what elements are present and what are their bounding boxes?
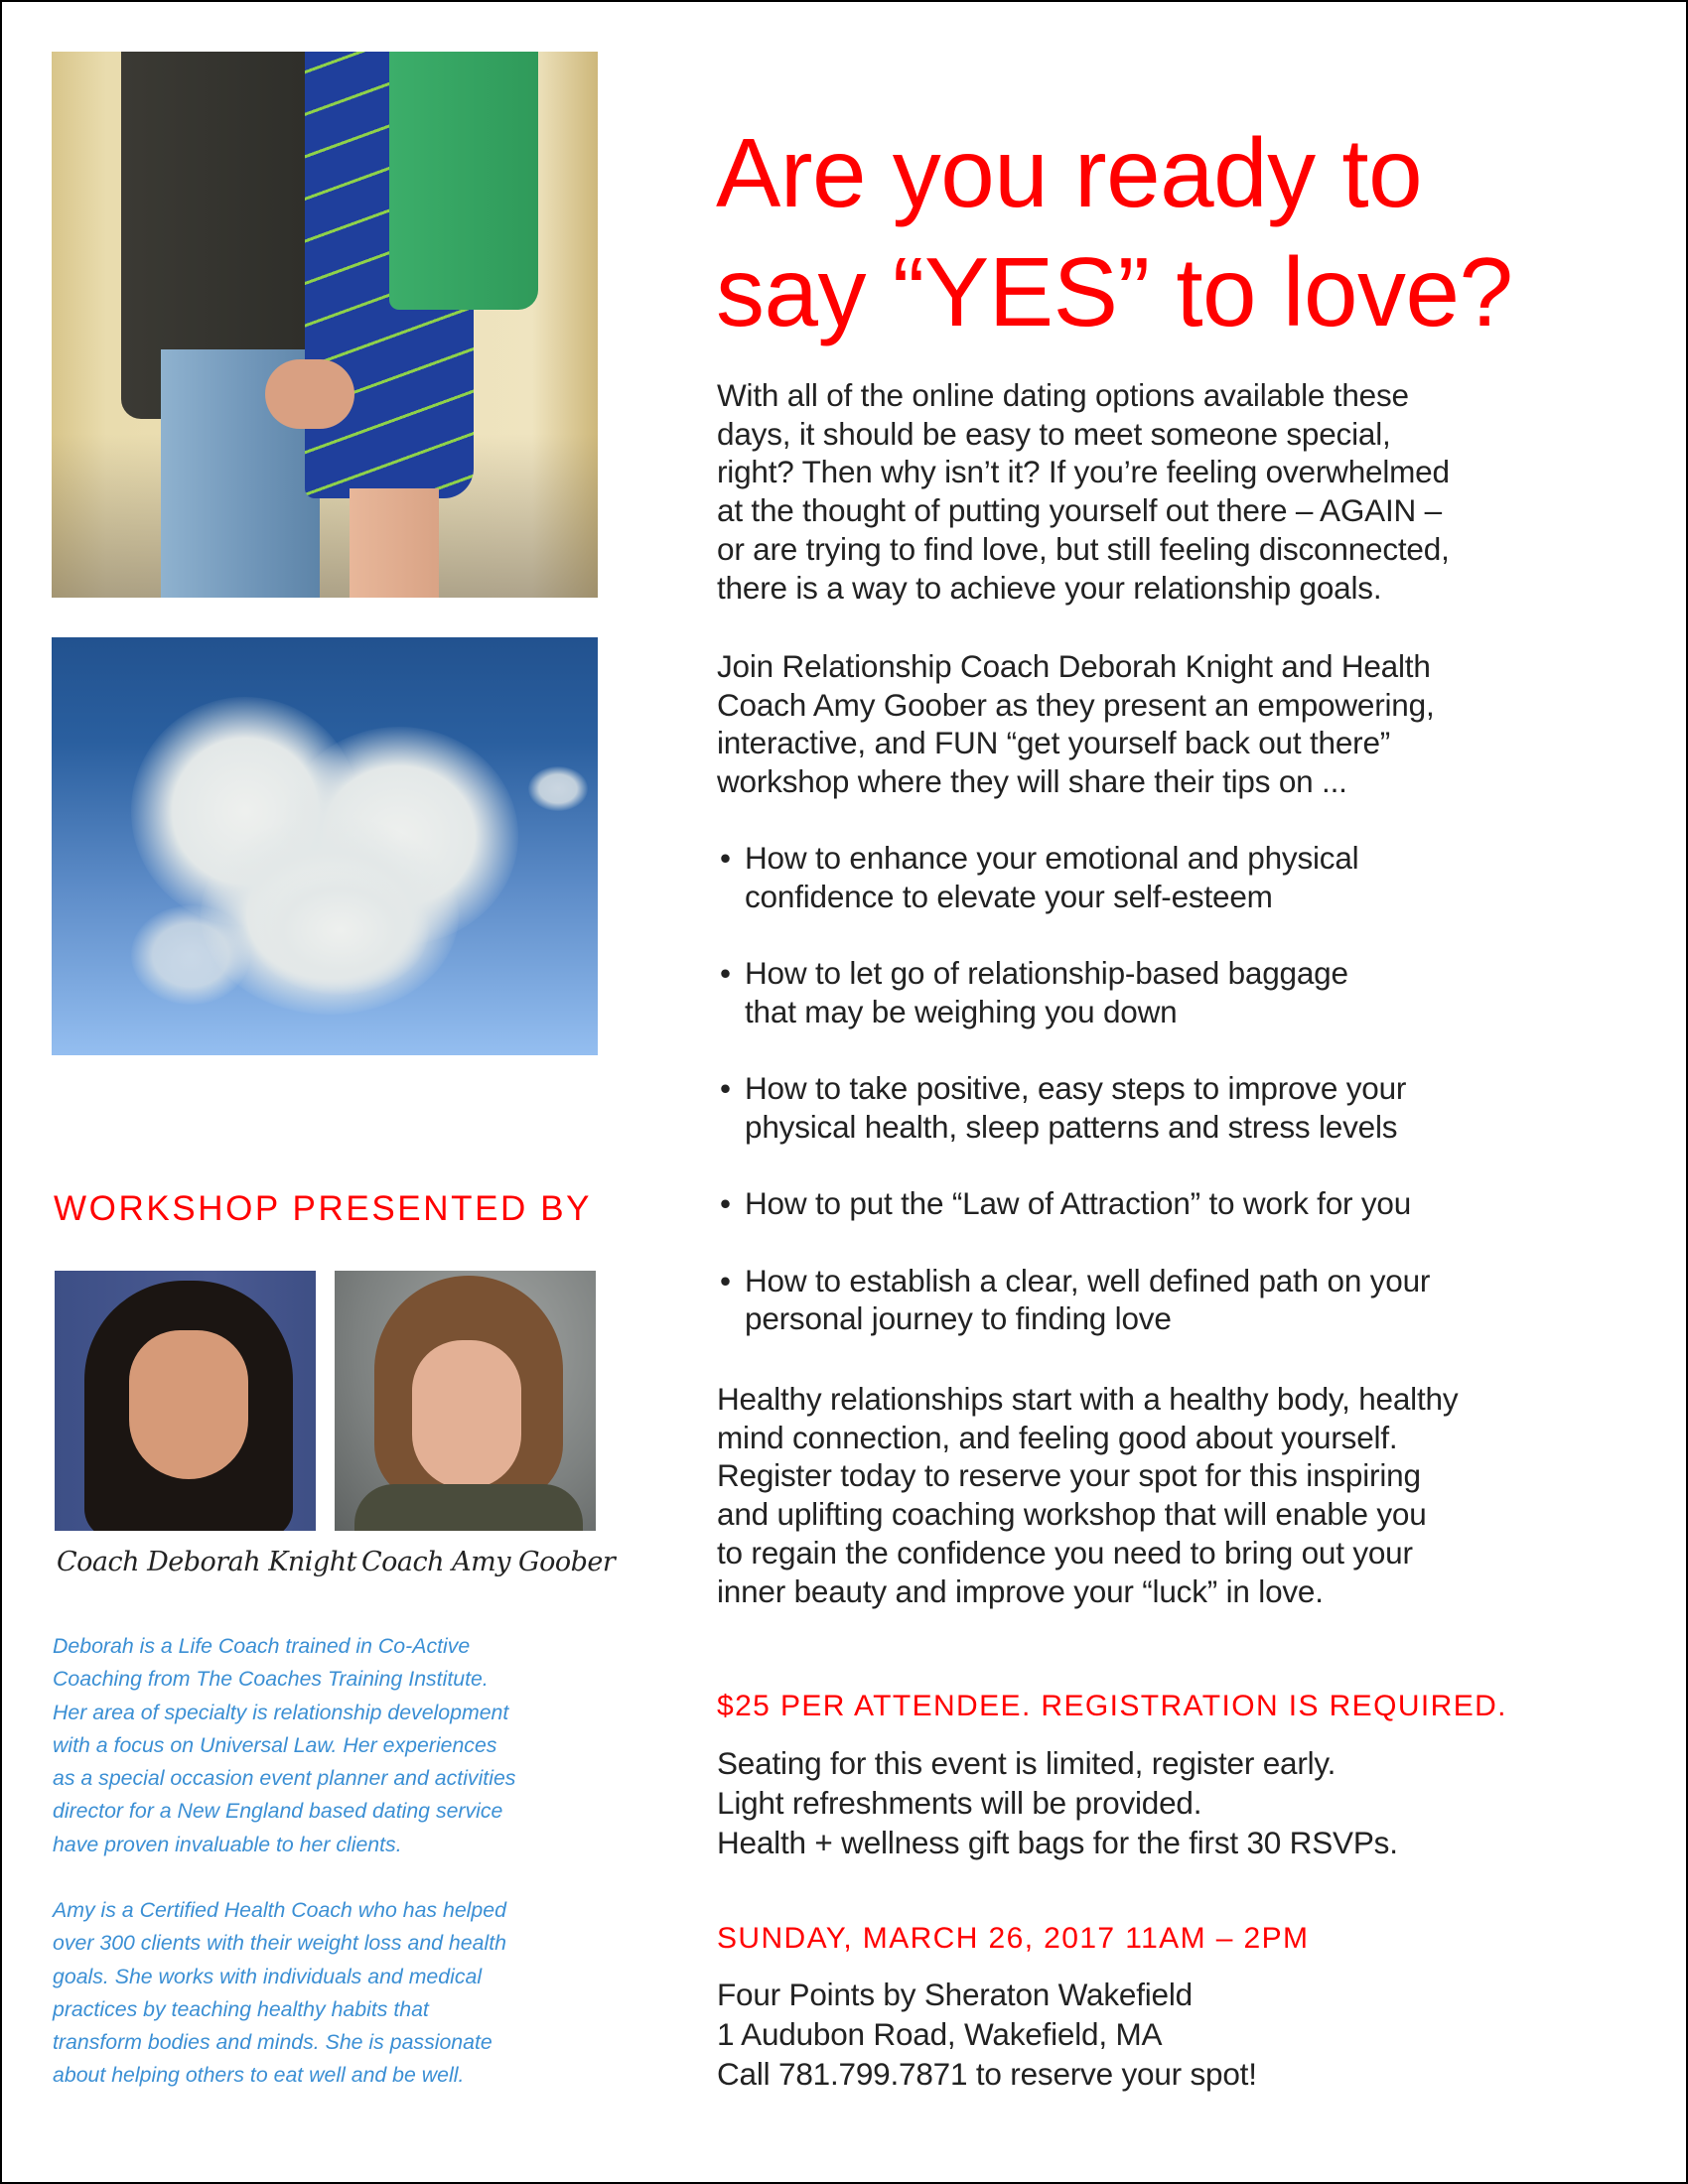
- tip-line: personal journey to finding love: [745, 1300, 1172, 1337]
- date-heading: SUNDAY, MARCH 26, 2017 11AM – 2PM: [717, 1922, 1310, 1955]
- cloud-puff: [131, 905, 250, 1005]
- price-heading: $25 PER ATTENDEE. REGISTRATION IS REQUIRED.: [717, 1690, 1507, 1722]
- couple-holding-hands-photo: [52, 52, 598, 598]
- closing-line: inner beauty and improve your “luck” in love.: [717, 1572, 1324, 1609]
- intro-line: days, it should be easy to meet someone special,: [717, 415, 1391, 452]
- tip-item: [717, 1069, 1640, 1146]
- join-line: interactive, and FUN “get yourself back out there”: [717, 725, 1391, 761]
- bio-line: about helping others to eat well and be well.: [53, 2063, 465, 2088]
- caption-amy-goober: Coach Amy Goober: [361, 1547, 616, 1577]
- bio-line: transform bodies and minds. She is passionate: [53, 2030, 492, 2055]
- headline-line-2: say “YES” to love?: [716, 237, 1513, 346]
- photo-hands-shape: [265, 359, 354, 429]
- intro-line: With all of the online dating options available these: [717, 377, 1409, 413]
- intro-line: right? Then why isn’t it? If you’re feeling overwhelmed: [717, 454, 1450, 490]
- photo-cardigan-shape: [389, 52, 538, 310]
- photo-leg-shape: [350, 488, 439, 598]
- headshot-face: [129, 1330, 248, 1479]
- join-line: workshop where they will share their tips on ...: [717, 763, 1347, 800]
- intro-line: at the thought of putting yourself out there – AGAIN –: [717, 492, 1442, 529]
- detail-line: Seating for this event is limited, register early.: [717, 1745, 1336, 1781]
- event-details: [717, 1743, 1611, 1862]
- headshot-shirt: [354, 1484, 583, 1531]
- amy-goober-headshot: [335, 1271, 596, 1531]
- presenters-heading: WORKSHOP PRESENTED BY: [54, 1189, 593, 1228]
- cloud-puff: [250, 866, 429, 995]
- bio-line: with a focus on Universal Law. Her experiences: [53, 1732, 497, 1757]
- bullet-icon: •: [720, 840, 731, 876]
- tip-item: [717, 839, 1640, 915]
- tip-line: that may be weighing you down: [745, 993, 1178, 1029]
- intro-line: there is a way to achieve your relationship goals.: [717, 569, 1382, 606]
- bio-line: Coaching from The Coaches Training Institute.: [53, 1667, 489, 1692]
- tip-line: How to take positive, easy steps to improve your: [745, 1070, 1407, 1107]
- venue-address: 1 Audubon Road, Wakefield, MA: [717, 2016, 1163, 2052]
- tip-item: [717, 1184, 1640, 1223]
- join-paragraph: [717, 647, 1640, 801]
- closing-line: and uplifting coaching workshop that will enable you: [717, 1496, 1427, 1533]
- closing-paragraph: [717, 1380, 1650, 1610]
- headshot-face: [412, 1340, 521, 1489]
- tip-item: [717, 1262, 1640, 1338]
- tips-list: [717, 839, 1640, 1377]
- bullet-icon: •: [720, 1262, 731, 1298]
- bio-line: Deborah is a Life Coach trained in Co-Active: [53, 1634, 471, 1658]
- bio-deborah: [53, 1630, 609, 1861]
- heart-cloud-photo: [52, 637, 598, 1055]
- join-line: Join Relationship Coach Deborah Knight and Health: [717, 648, 1431, 684]
- bio-line: practices by teaching healthy habits that: [53, 1996, 429, 2021]
- cloud-puff: [528, 766, 588, 811]
- bio-line: over 300 clients with their weight loss and health: [53, 1931, 506, 1956]
- tip-line: How to put the “Law of Attraction” to work for you: [745, 1185, 1412, 1222]
- tip-line: confidence to elevate your self-esteem: [745, 878, 1273, 914]
- closing-line: mind connection, and feeling good about yourself.: [717, 1419, 1398, 1455]
- bio-line: goals. She works with individuals and medical: [53, 1964, 483, 1988]
- intro-paragraph: [717, 376, 1640, 607]
- tip-item: [717, 954, 1640, 1030]
- bio-line: Amy is a Certified Health Coach who has helped: [53, 1898, 506, 1922]
- detail-line: Health + wellness gift bags for the first 30 RSVPs.: [717, 1825, 1398, 1860]
- join-line: Coach Amy Goober as they present an empowering,: [717, 686, 1435, 723]
- venue-block: [717, 1975, 1611, 2094]
- deborah-knight-headshot: [55, 1271, 316, 1531]
- detail-line: Light refreshments will be provided.: [717, 1785, 1202, 1821]
- venue-name: Four Points by Sheraton Wakefield: [717, 1977, 1193, 2012]
- closing-line: Healthy relationships start with a healthy body, healthy: [717, 1381, 1459, 1417]
- bullet-icon: •: [720, 1070, 731, 1107]
- bio-amy: [53, 1894, 609, 2093]
- closing-line: Register today to reserve your spot for this inspiring: [717, 1457, 1421, 1494]
- bullet-icon: •: [720, 955, 731, 992]
- tip-line: How to establish a clear, well defined path on your: [745, 1262, 1431, 1298]
- closing-line: to regain the confidence you need to bring out your: [717, 1534, 1413, 1570]
- tip-line: How to enhance your emotional and physical: [745, 840, 1359, 876]
- bio-line: Her area of specialty is relationship development: [53, 1700, 509, 1724]
- tip-line: physical health, sleep patterns and stress levels: [745, 1108, 1398, 1145]
- intro-line: or are trying to find love, but still feeling disconnected,: [717, 530, 1450, 567]
- bullet-icon: •: [720, 1185, 731, 1222]
- bio-line: as a special occasion event planner and activities: [53, 1766, 516, 1791]
- tip-line: How to let go of relationship-based baggage: [745, 955, 1348, 992]
- bio-line: have proven invaluable to her clients.: [53, 1832, 402, 1856]
- caption-deborah-knight: Coach Deborah Knight: [57, 1547, 356, 1577]
- headline: [716, 113, 1649, 351]
- headline-line-1: Are you ready to: [716, 118, 1423, 227]
- bio-line: director for a New England based dating service: [53, 1799, 503, 1824]
- call-to-action: Call 781.799.7871 to reserve your spot!: [717, 2056, 1257, 2092]
